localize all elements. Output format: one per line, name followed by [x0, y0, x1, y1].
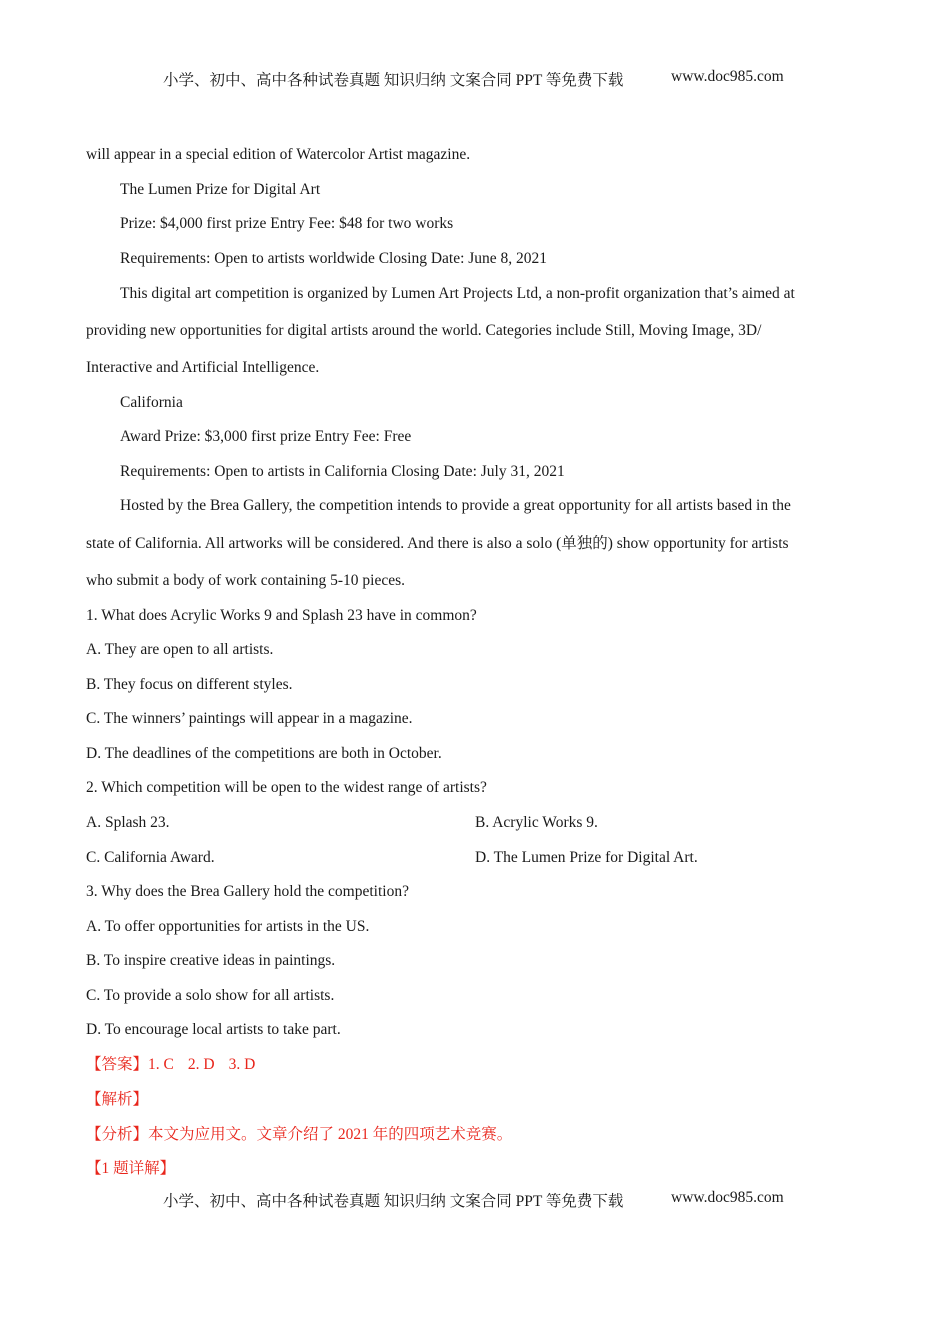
california-prize: Award Prize: $3,000 first prize Entry Fee: Free: [120, 428, 412, 445]
question-1-option-b: B. They focus on different styles.: [86, 676, 293, 693]
page-header: [0, 68, 950, 92]
california-title: California: [120, 394, 183, 411]
summary-line: [86, 1124, 866, 1146]
question-2-option-a: A. Splash 23.: [86, 814, 170, 831]
question-2-stem: 2. Which competition will be open to the widest range of artists?: [86, 779, 487, 796]
question-3-option-c: C. To provide a solo show for all artists.: [86, 987, 335, 1004]
lumen-title: The Lumen Prize for Digital Art: [120, 181, 321, 198]
california-description-2: state of California. All artworks will be considered. And there is also a solo (单独的) show opportunity for artists: [86, 535, 789, 552]
footer-text: 小学、初中、高中各种试卷真题 知识归纳 文案合同 PPT 等免费下载: [163, 1193, 624, 1210]
answer-key: [86, 1054, 866, 1076]
footer-url[interactable]: www.doc985.com: [671, 1189, 784, 1206]
lumen-prize: Prize: $4,000 first prize Entry Fee: $48 for two works: [120, 215, 454, 232]
summary-text: 本文为应用文。文章介绍了 2021 年的四项艺术竞赛。: [148, 1126, 513, 1143]
question-3-option-b: B. To inspire creative ideas in paintings.: [86, 952, 336, 969]
question-1-option-a: A. They are open to all artists.: [86, 641, 274, 658]
summary-label: 【分析】: [86, 1126, 149, 1143]
question-3-option-a: A. To offer opportunities for artists in the US.: [86, 918, 370, 935]
california-requirements: Requirements: Open to artists in California Closing Date: July 31, 2021: [120, 463, 565, 480]
lumen-description-2: providing new opportunities for digital artists around the world. Categories include Still, Moving Image, 3D/: [86, 322, 762, 339]
header-url[interactable]: www.doc985.com: [671, 68, 784, 85]
question-2-option-d: D. The Lumen Prize for Digital Art.: [475, 849, 698, 866]
analysis-label: 【解析】: [86, 1091, 149, 1108]
question-3-option-d: D. To encourage local artists to take part.: [86, 1021, 341, 1038]
question-1-option-c: C. The winners’ paintings will appear in a magazine.: [86, 710, 413, 727]
header-text: 小学、初中、高中各种试卷真题 知识归纳 文案合同 PPT 等免费下载: [163, 72, 624, 89]
california-description-3: who submit a body of work containing 5-10 pieces.: [86, 572, 405, 589]
question-1-stem: 1. What does Acrylic Works 9 and Splash 23 have in common?: [86, 607, 477, 624]
lumen-description-3: Interactive and Artificial Intelligence.: [86, 359, 320, 376]
question-1-option-d: D. The deadlines of the competitions are both in October.: [86, 745, 442, 762]
question-2-option-b: B. Acrylic Works 9.: [475, 814, 598, 831]
page-footer: [0, 1189, 950, 1213]
detail-label: 【1 题详解】: [86, 1160, 176, 1177]
question-3-stem: 3. Why does the Brea Gallery hold the competition?: [86, 883, 409, 900]
answer-1: 1. C: [148, 1056, 174, 1073]
lumen-description-1: This digital art competition is organized by Lumen Art Projects Ltd, a non-profit organization that’s aimed at: [120, 285, 795, 302]
answer-2: 2. D: [187, 1056, 215, 1073]
california-description-1: Hosted by the Brea Gallery, the competition intends to provide a great opportunity for all artists based in the: [120, 497, 791, 514]
passage-line: will appear in a special edition of Watercolor Artist magazine.: [86, 146, 471, 163]
answer-3: 3. D: [228, 1056, 256, 1073]
answer-label: 【答案】: [86, 1056, 149, 1073]
lumen-requirements: Requirements: Open to artists worldwide Closing Date: June 8, 2021: [120, 250, 548, 267]
question-2-option-c: C. California Award.: [86, 849, 215, 866]
